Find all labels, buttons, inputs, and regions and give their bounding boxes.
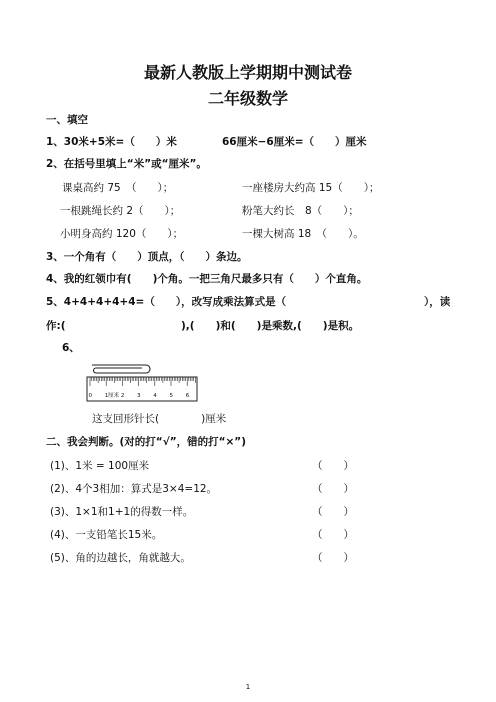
question-5a-end: ），读 <box>424 296 451 308</box>
q2-item-building: 一座楼房大约高 15（ ）； <box>242 182 380 194</box>
ruler-tick-label: 4 <box>153 393 157 399</box>
section2-heading: 二、我会判断。(对的打“√”，错的打“×”) <box>46 436 247 448</box>
judge-answer-5: （ ） <box>312 552 354 564</box>
judge-item-4: (4)、一支铅笔长15米。 <box>50 529 163 541</box>
question-1b: 66厘米−6厘米=（ ）厘米 <box>222 136 367 148</box>
question-2: 2、在括号里填上“米”或“厘米”。 <box>46 158 207 170</box>
question-6-text: 这支回形针长( )厘米 <box>92 413 227 425</box>
ruler-tick-label: 0 <box>88 393 92 399</box>
ruler-tick-label: 6 <box>185 393 190 399</box>
judge-item-3: (3)、1×1和1+1的得数一样。 <box>50 506 194 518</box>
paperclip-icon <box>92 365 150 373</box>
question-5a: 5、4+4+4+4+4=（ ），改写成乘法算式是（ <box>46 296 287 308</box>
page-title: 最新人教版上学期期中测试卷 <box>143 63 352 82</box>
page-number: 1 <box>245 683 251 691</box>
question-5b: 作:( ),( )和( )是乘数,( )是积。 <box>46 320 360 332</box>
ruler-with-paperclip <box>86 360 198 402</box>
judge-item-1: (1)、1米 = 100厘米 <box>50 460 150 472</box>
judge-answer-4: （ ） <box>312 529 354 541</box>
ruler-tick-label: 5 <box>169 393 173 399</box>
judge-answer-1: （ ） <box>312 460 354 472</box>
judge-answer-3: （ ） <box>312 506 354 518</box>
question-3: 3、一个角有（ ）顶点，（ ）条边。 <box>46 251 248 263</box>
q2-item-tree: 一棵大树高 18 （ ）。 <box>242 228 364 240</box>
q2-item-chalk: 粉笔大约长 8（ ）； <box>242 205 359 217</box>
ruler-tick-label: 3 <box>137 393 141 399</box>
judge-answer-2: （ ） <box>312 483 354 495</box>
question-1a: 1、30米+5米=（ ）米 <box>46 136 177 148</box>
ruler-tick-label: 2 <box>120 393 125 399</box>
judge-item-5: (5)、角的边越长，角就越大。 <box>50 552 191 564</box>
q2-item-rope: 一根跳绳长约 2（ ）； <box>60 205 181 217</box>
q2-item-xiaoming: 小明身高约 120（ ）； <box>60 228 184 240</box>
page-subtitle: 二年级数学 <box>207 89 288 108</box>
question-4: 4、我的红领巾有( )个角。一把三角尺最多只有（ ）个直角。 <box>46 273 368 285</box>
q2-item-desk: 课桌高约 75 （ ）； <box>62 182 174 194</box>
ruler-tick-label: 1厘米 <box>104 393 120 399</box>
judge-item-2: (2)、4个3相加：算式是3×4=12。 <box>50 483 218 495</box>
section1-heading: 一、填空 <box>46 114 88 126</box>
question-6: 6、 <box>62 342 80 354</box>
